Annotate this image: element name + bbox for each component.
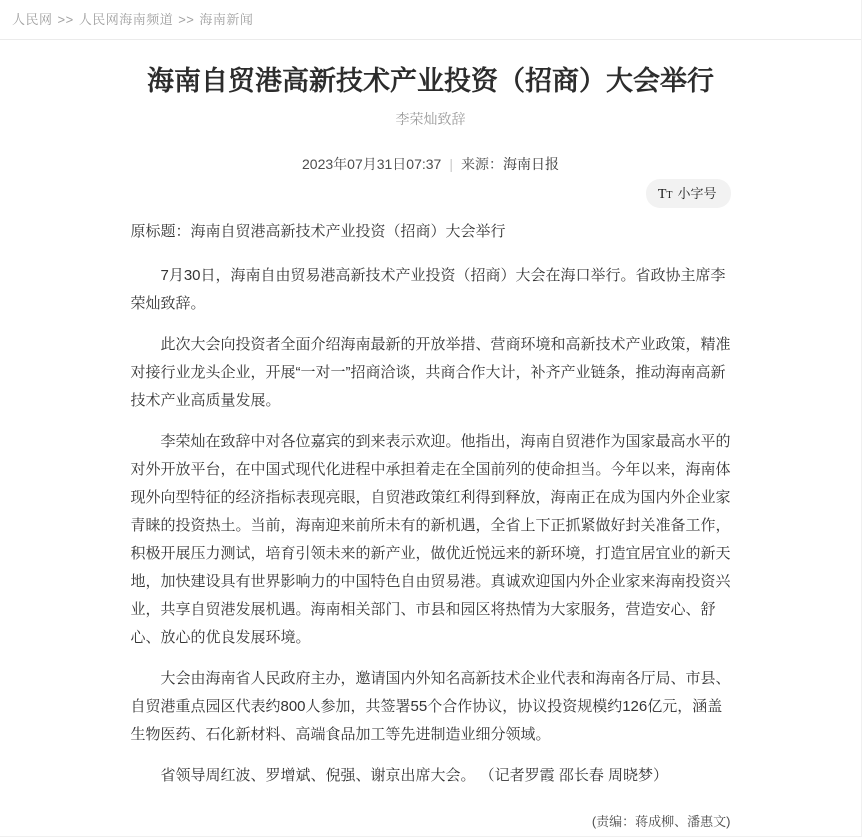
paragraph: 大会由海南省人民政府主办，邀请国内外知名高新技术企业代表和海南各厅局、市县、自贸港重点园区代表约800人参加，共签署55个合作协议，协议投资规模约126亿元，涵盖生物医药、石化新材料、高端食品加工等先进制造业细分领域。 [130, 670, 731, 743]
font-size-icon: TT [657, 187, 673, 202]
breadcrumb-separator: >> [57, 12, 74, 27]
breadcrumb-link-peoples-daily[interactable]: 人民网 [12, 12, 53, 27]
article-meta [131, 154, 731, 174]
source-link[interactable]: 海南日报 [502, 156, 559, 172]
paragraph: 7月30日，海南自由贸易港高新技术产业投资（招商）大会在海口举行。省政协主席李荣灿致辞。 [130, 267, 726, 312]
article-toolbar [131, 179, 731, 205]
article-subtitle: 李荣灿致辞 [395, 111, 466, 127]
source-label: 来源： [460, 156, 503, 172]
page-title: 海南自贸港高新技术产业投资（招商）大会举行 [147, 66, 714, 96]
editor-note: (责编：蒋成柳、潘惠文) [591, 814, 731, 829]
article-content [131, 218, 731, 836]
breadcrumb-separator: >> [178, 12, 195, 27]
paragraph: 省领导周红波、罗增斌、倪强、谢京出席大会。 （记者罗霞 邵长春 周晓梦） [160, 767, 669, 784]
breadcrumb-link-hainan-news[interactable]: 海南新闻 [199, 12, 254, 27]
header-divider [0, 39, 861, 40]
paragraph: 李荣灿在致辞中对各位嘉宾的到来表示欢迎。他指出，海南自贸港作为国家最高水平的对外开放平台，在中国式现代化进程中承担着走在全国前列的使命担当。今年以来，海南体现外向型特征的经济指标表现亮眼，自贸港政策红利得到释放，海南正在成为国内外企业家青睐的投资热土。当前，海南迎来前所未有的新机遇，全省上下正抓紧做好封关准备工作，积极开展压力测试，培育引领未来的新产业，做优近悦远来的新环境，打造宜居宜业的新天地，加快建设具有世界影响力的中国特色自由贸易港。真诚欢迎国内外企业家来海南投资兴业，共享自贸港发展机遇。海南相关部门、市县和园区将热情为大家服务，营造安心、舒心、放心的优良发展环境。 [130, 433, 731, 646]
paragraph: 此次大会向投资者全面介绍海南最新的开放举措、营商环境和高新技术产业政策，精准对接行业龙头企业，开展“一对一”招商洽谈，共商合作大计，补齐产业链条，推动海南高新技术产业高质量发展。 [130, 336, 731, 409]
original-title: 原标题：海南自贸港高新技术产业投资（招商）大会举行 [130, 223, 506, 240]
breadcrumb-link-hainan-channel[interactable]: 人民网海南频道 [78, 12, 174, 27]
article [131, 64, 731, 836]
publish-time: 2023年07月31日07:37 [302, 156, 442, 172]
meta-separator: | [449, 156, 453, 172]
font-size-button[interactable] [646, 179, 731, 208]
font-size-button-label: 小字号 [677, 186, 717, 201]
breadcrumb [0, 0, 861, 39]
